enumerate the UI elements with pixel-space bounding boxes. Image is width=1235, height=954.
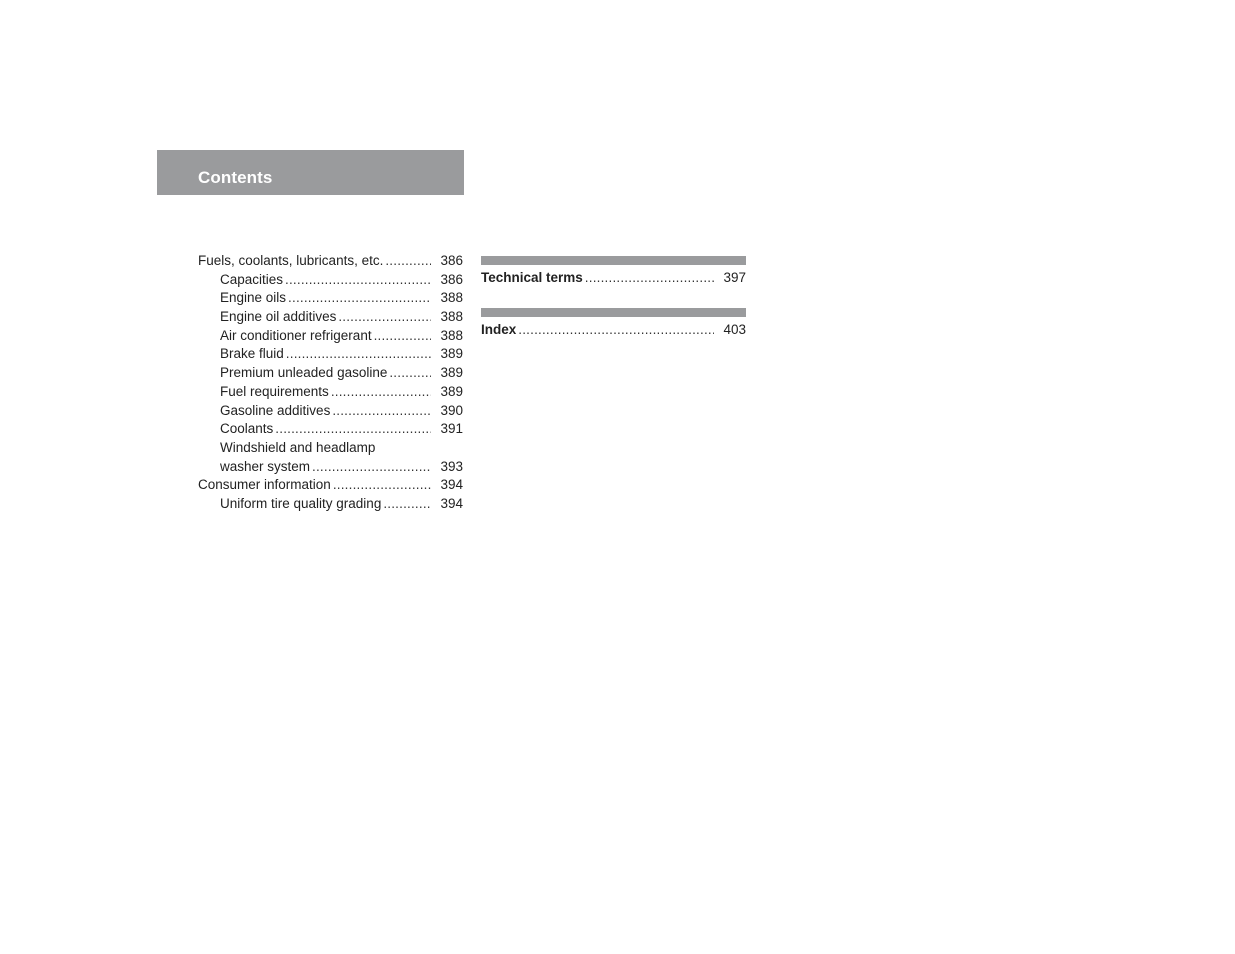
toc-subentry[interactable]: [198, 420, 463, 439]
contents-header-bar: [157, 150, 464, 195]
dot-leader: [331, 383, 431, 402]
toc-subentry[interactable]: [198, 345, 463, 364]
toc-entry-label: Gasoline additives: [220, 402, 331, 418]
dot-leader: [332, 402, 431, 421]
toc-subentry[interactable]: [198, 383, 463, 402]
dot-leader: [389, 364, 431, 383]
section-technical-terms: [481, 256, 746, 288]
section-index: [481, 308, 746, 340]
dot-leader: [385, 252, 431, 271]
section-divider-bar: [481, 256, 746, 265]
toc-entry-page: 391: [440, 421, 463, 437]
toc-entry-page: 386: [440, 271, 463, 287]
toc-entry-label: Index: [481, 321, 517, 337]
toc-subentry[interactable]: [198, 495, 463, 514]
toc-entry-page: 393: [440, 458, 463, 474]
toc-entry-label: Uniform tire quality grading: [220, 495, 382, 511]
toc-right-column: [481, 256, 746, 359]
toc-subentry[interactable]: [198, 364, 463, 383]
dot-leader: [338, 308, 431, 327]
toc-entry-label: Fuels, coolants, lubricants, etc.: [198, 253, 384, 268]
toc-subentry[interactable]: [198, 271, 463, 290]
toc-entry-technical-terms[interactable]: [481, 269, 746, 288]
dot-leader: [312, 458, 431, 477]
toc-entry-label: washer system: [220, 458, 311, 474]
toc-entry-label: Engine oils: [220, 290, 287, 306]
toc-entry-page: 388: [440, 327, 463, 343]
toc-entry-page: 390: [440, 402, 463, 418]
dot-leader: [374, 327, 431, 346]
toc-entry-label: Premium unleaded gasoline: [220, 365, 388, 381]
toc-entry[interactable]: [198, 476, 463, 495]
toc-entry-label: Fuel requirements: [220, 383, 329, 399]
toc-subentry[interactable]: [198, 402, 463, 421]
toc-entry-page: 386: [440, 253, 463, 268]
dot-leader: [585, 269, 714, 288]
page-title: Contents: [198, 168, 273, 187]
toc-entry-page: 389: [440, 346, 463, 362]
toc-left-column: [198, 252, 463, 514]
toc-entry-page: 403: [723, 321, 746, 337]
dot-leader: [285, 271, 431, 290]
toc-entry-label: Consumer information: [198, 477, 331, 493]
toc-entry-page: 388: [440, 309, 463, 325]
toc-subentry[interactable]: [198, 458, 463, 477]
toc-entry-index[interactable]: [481, 321, 746, 340]
toc-entry[interactable]: [198, 252, 463, 271]
toc-entry-label: Brake fluid: [220, 346, 284, 362]
toc-subentry[interactable]: [198, 308, 463, 327]
toc-subentry[interactable]: [198, 289, 463, 308]
toc-entry-page: 394: [440, 477, 463, 493]
toc-entry-label: Capacities: [220, 271, 284, 287]
dot-leader: [288, 289, 431, 308]
section-divider-bar: [481, 308, 746, 317]
toc-entry-label-line1[interactable]: Windshield and headlamp: [220, 439, 376, 455]
dot-leader: [518, 321, 714, 340]
toc-entry-page: 388: [440, 290, 463, 306]
dot-leader: [275, 420, 431, 439]
dot-leader: [383, 495, 431, 514]
dot-leader: [286, 345, 431, 364]
toc-entry-label: Air conditioner refrigerant: [220, 327, 372, 343]
toc-entry-label: Technical terms: [481, 270, 583, 285]
toc-entry-page: 389: [440, 365, 463, 381]
toc-entry-label: Engine oil additives: [220, 309, 337, 325]
toc-entry-page: 397: [723, 270, 746, 285]
toc-entry-page: 394: [440, 495, 463, 511]
toc-subentry[interactable]: [198, 327, 463, 346]
dot-leader: [333, 476, 431, 495]
toc-entry-label: Coolants: [220, 421, 274, 437]
toc-entry-page: 389: [440, 383, 463, 399]
